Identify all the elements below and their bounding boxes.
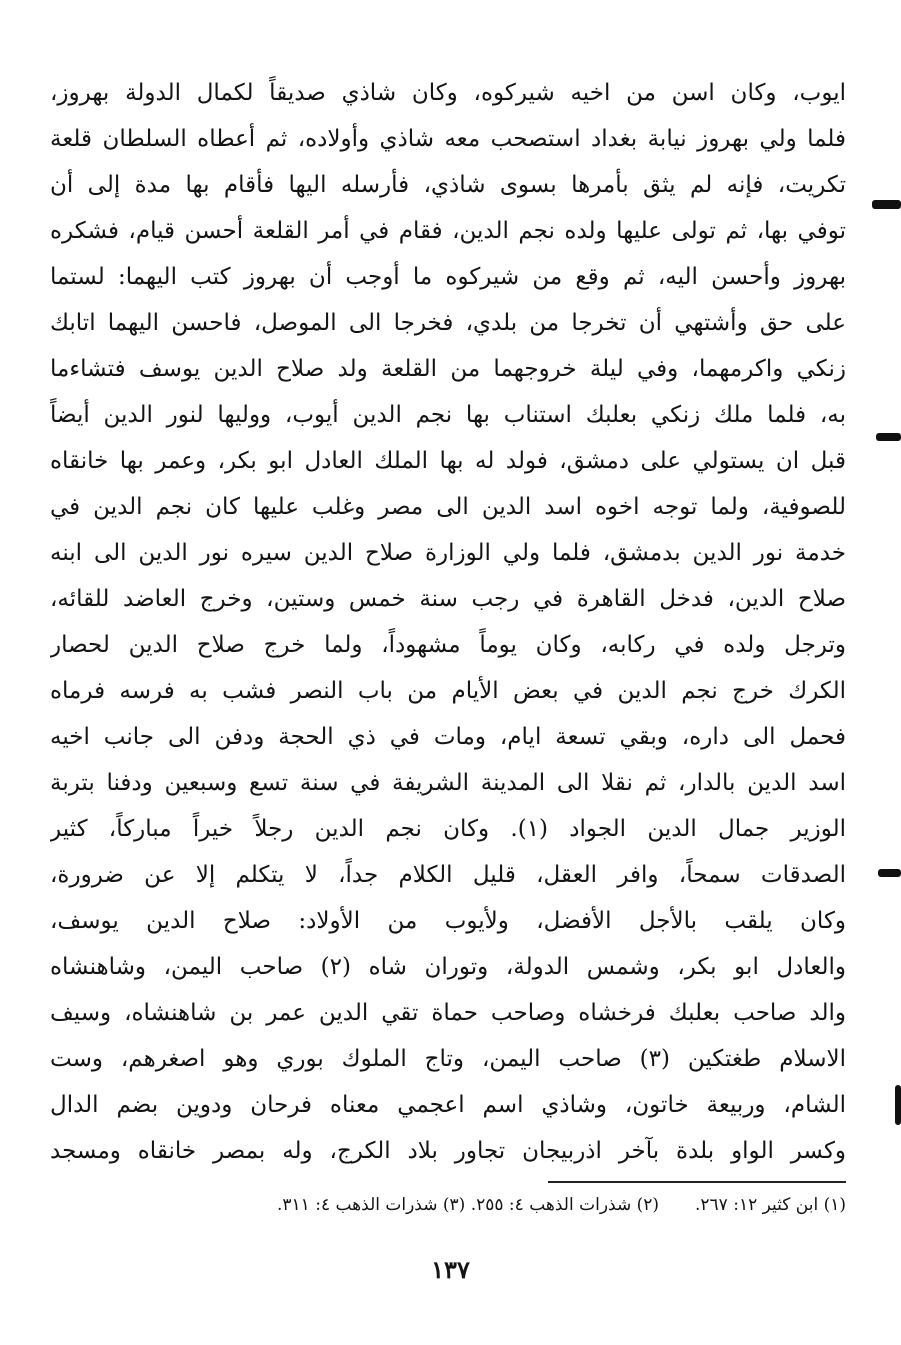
text-line-14: الكرك خرج نجم الدين في بعض الأيام من باب النصر فشب به فرسه فرماه — [50, 678, 846, 704]
text-line-4: توفي بها، ثم تولى عليها ولده نجم الدين، فقام في أمر القلعة أحسن قيام، فشكره — [50, 218, 846, 244]
main-text — [50, 70, 846, 1174]
text-line-13: وترجل ولده في ركابه، وكان يوماً مشهوداً، ولما خرج صلاح الدين لحصار — [50, 632, 846, 658]
text-line-2: فلما ولي بهروز نيابة بغداد استصحب معه شاذي وأولاده، ثم أعطاه السلطان قلعة — [50, 126, 846, 152]
edge-mark-1 — [872, 200, 901, 209]
footnote-separator — [548, 1181, 846, 1183]
text-line-6: على حق وأشتهي أن تخرجا من بلدي، فخرجا الى الموصل، فاحسن اليهما اتابك — [50, 310, 846, 336]
text-line-10: للصوفية، ولما توجه اخوه اسد الدين الى مصر وغلب عليها كان نجم الدين في — [50, 494, 846, 520]
footnotes — [50, 1190, 846, 1220]
text-line-5: بهروز وأحسن اليه، ثم وقع من شيركوه ما أوجب أن بهروز كتب اليهما: لستما — [50, 264, 846, 290]
text-line-21: والد صاحب بعلبك فرخشاه وصاحب حماة تقي الدين عمر بن شاهنشاه، وسيف — [50, 1000, 846, 1026]
text-line-23: الشام، وربيعة خاتون، وشاذي اسم اعجمي معناه فرحان ودوين بضم الدال — [50, 1092, 846, 1118]
text-line-3: تكريت، فإنه لم يثق بأمرها بسوى شاذي، فأرسله اليها فأقام بها مدة إلى أن — [50, 172, 846, 198]
text-line-7: زنكي واكرمهما، وفي ليلة خروجهما من القلعة ولد صلاح الدين يوسف فتشاءما — [50, 356, 846, 382]
text-line-12: صلاح الدين، فدخل القاهرة في رجب سنة خمس وستين، وخرج العاضد للقائه، — [50, 586, 846, 612]
edge-mark-2 — [876, 433, 901, 441]
footnote-1: (١) ابن كثير ١٢: ٢٦٧. — [695, 1195, 846, 1215]
text-line-22: الاسلام طغتكين (٣) صاحب اليمن، وتاج الملوك بوري وهو اصغرهم، وست — [50, 1046, 846, 1072]
page-number: ١٣٧ — [431, 1255, 470, 1284]
text-line-19: وكان يلقب بالأجل الأفضل، ولأيوب من الأولاد: صلاح الدين يوسف، — [50, 908, 846, 934]
text-line-15: فحمل الى داره، وبقي تسعة ايام، ومات في ذي الحجة ودفن الى جانب اخيه — [50, 724, 846, 750]
text-line-1: ايوب، وكان اسن من اخيه شيركوه، وكان شاذي صديقاً لكمال الدولة بهروز، — [50, 80, 846, 106]
text-line-16: اسد الدين بالدار، ثم نقلا الى المدينة الشريفة في سنة تسع وسبعين ودفنا بتربة — [50, 770, 846, 796]
text-line-17: الوزير جمال الدين الجواد (١). وكان نجم الدين رجلاً خيراً مباركاً، كثير — [50, 816, 846, 842]
edge-mark-4 — [895, 1085, 901, 1125]
text-line-8: به، فلما ملك زنكي بعلبك استناب بها نجم الدين أيوب، ووليها لنور الدين أيضاً — [50, 402, 846, 428]
footnote-2-3: (٢) شذرات الذهب ٤: ٢٥٥. (٣) شذرات الذهب ٤: ٣١١. — [276, 1195, 660, 1215]
edge-mark-3 — [878, 869, 901, 877]
text-line-18: الصدقات سمحاً، وافر العقل، قليل الكلام جداً، لا يتكلم إلا عن ضرورة، — [50, 862, 846, 888]
text-line-9: قبل ان يستولي على دمشق، فولد له بها الملك العادل ابو بكر، وعمر بها خانقاه — [50, 448, 846, 474]
text-line-20: والعادل ابو بكر، وشمس الدولة، وتوران شاه (٢) صاحب اليمن، وشاهنشاه — [50, 954, 846, 980]
text-line-24: وكسر الواو بلدة بآخر اذربيجان تجاور بلاد الكرج، وله بمصر خانقاه ومسجد — [50, 1138, 846, 1164]
text-line-11: خدمة نور الدين بدمشق، فلما ولي الوزارة صلاح الدين سيره نور الدين الى ابنه — [50, 540, 846, 566]
